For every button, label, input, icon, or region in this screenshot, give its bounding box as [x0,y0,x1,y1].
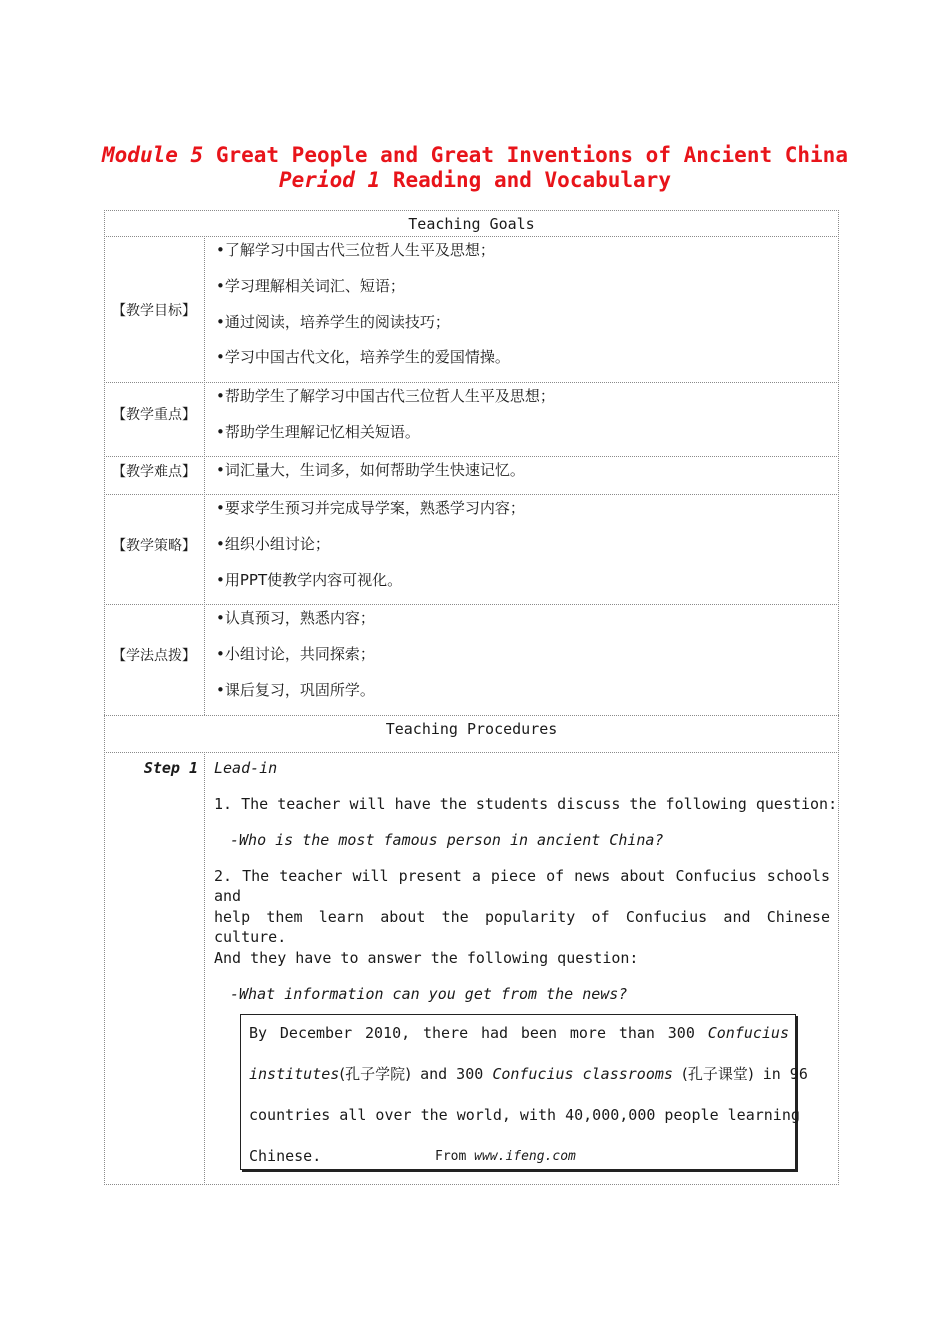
goal-item: •要求学生预习并完成导学案，熟悉学习内容； [216,499,525,517]
module-label: Module 5 [102,143,204,167]
quote-line-3: countries all over the world, with 40,000,000 people learning [249,1106,800,1124]
goal-label-objectives: 【教学目标】 [112,303,196,319]
table-divider [104,715,839,716]
period-label: Period 1 [279,168,381,192]
table-divider [104,236,839,237]
step-1-instruction-1: 1. The teacher will have the students discuss the following question: [214,795,838,813]
quote-italic: Confucius classrooms [492,1065,673,1083]
source-label: From [435,1149,467,1164]
quote-source [435,1147,576,1167]
goal-label-difficulties: 【教学难点】 [112,464,196,480]
goal-item: •学习理解相关词汇、短语； [216,277,405,295]
goal-item: •词汇量大，生词多，如何帮助学生快速记忆。 [216,461,525,479]
column-divider [204,752,205,1185]
news-quote-box [240,1014,808,1170]
quote-line-2 [249,1064,808,1084]
table-divider [104,752,839,753]
step-1-title: Lead-in [214,759,278,777]
goal-item: •通过阅读，培养学生的阅读技巧； [216,313,450,331]
quote-line-4 [249,1146,789,1166]
teaching-goals-header: Teaching Goals [408,215,535,233]
period-title: Reading and Vocabulary [380,168,671,192]
step-1-question-2: -What information can you get from the news? [230,985,628,1003]
quote-line-1 [249,1023,789,1043]
goal-item: •帮助学生了解学习中国古代三位哲人生平及思想； [216,387,555,405]
goal-label-strategies: 【教学策略】 [112,538,196,554]
teaching-procedures-header: Teaching Procedures [385,720,558,738]
step-1-instruction-2-line2: help them learn about the popularity of Confucius and Chinese culture. [214,908,830,946]
quote-text: By December 2010, there had been more than 300 [249,1024,695,1042]
goal-item: •帮助学生理解记忆相关短语。 [216,423,420,441]
quote-text: Chinese. [249,1147,322,1165]
page-title-line1 [0,142,950,168]
table-divider [104,382,839,383]
step-1-instruction-2-line1: 2. The teacher will present a piece of news about Confucius schools and [214,867,830,905]
goal-item: •了解学习中国古代三位哲人生平及思想； [216,241,495,259]
step-1-question-1: -Who is the most famous person in ancient China? [230,831,664,849]
goal-item: •小组讨论，共同探索； [216,645,375,663]
source-site: www.ifeng.com [474,1149,576,1164]
quote-chinese: (孔子学院) [339,1065,412,1083]
table-divider [104,494,839,495]
step-1-label: Step 1 [143,759,198,777]
goal-item: •课后复习，巩固所学。 [216,681,375,699]
goal-item: •学习中国古代文化，培养学生的爱国情操。 [216,348,510,366]
quote-italic: Confucius [707,1024,789,1042]
quote-chinese: (孔子课堂) [681,1065,754,1083]
goal-item: •用PPT使教学内容可视化。 [216,571,403,589]
column-divider [204,236,205,715]
goal-item: •认真预习，熟悉内容； [216,609,375,627]
table-divider [104,604,839,605]
quote-text: and 300 [420,1065,484,1083]
goal-label-methods: 【学法点拨】 [112,648,196,664]
quote-italic: institutes [249,1065,340,1083]
module-title: Great People and Great Inventions of Ancient China [203,143,848,167]
step-1-instruction-2-line3: And they have to answer the following question: [214,949,639,967]
goal-label-key-points: 【教学重点】 [112,407,196,423]
table-divider [104,456,839,457]
page-title-line2 [0,167,950,193]
goal-item: •组织小组讨论； [216,535,330,553]
quote-text: in 96 [762,1065,808,1083]
